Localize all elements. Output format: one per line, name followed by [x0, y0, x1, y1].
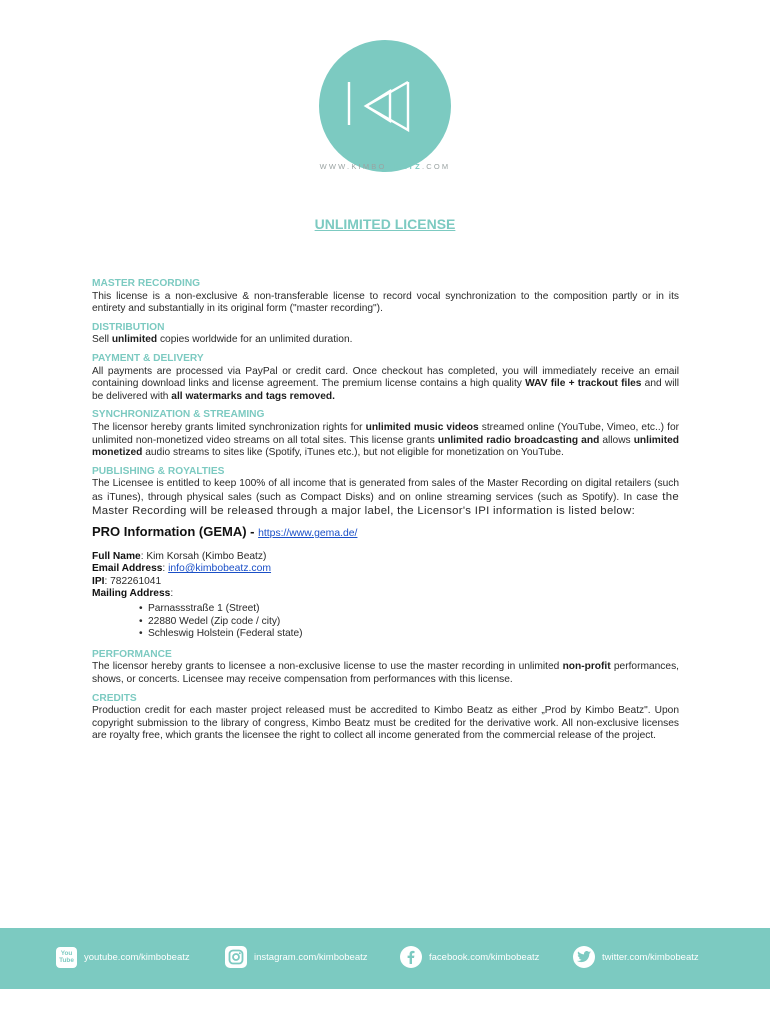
text-run: streamed online (YouTube, Vimeo, etc..) for unlimited non-monetized video streams on all total sites. This license grants: [92, 421, 679, 446]
text-run: allows: [599, 434, 634, 446]
sync-heading: SYNCHRONIZATION & STREAMING: [92, 409, 265, 421]
twitter-icon: [573, 946, 595, 968]
bold-run: all watermarks and tags removed.: [171, 390, 335, 402]
text-run: the Master Recording will be released through a major label, the Licensor's IPI information is listed below:: [92, 490, 679, 517]
bold-run: unlimited monetized: [92, 434, 679, 459]
text-run: Sell: [92, 334, 112, 346]
bold-run: unlimited radio broadcasting and: [437, 434, 600, 446]
twitter-glyph: [577, 951, 591, 963]
license-content: [92, 278, 679, 749]
instagram-label: instagram.com/kimbobeatz: [254, 951, 368, 963]
mailing-address-label: Mailing Address: [92, 588, 171, 600]
youtube-icon-text: Tube: [59, 957, 74, 964]
distribution-text: [92, 334, 679, 347]
text-run: audio streams to sites like (Spotify, iTunes etc.), but not eligible for monetization on YouTube.: [142, 447, 564, 459]
text-run: and will be delivered with: [92, 378, 679, 402]
social-footer: [0, 928, 770, 989]
youtube-label: youtube.com/kimbobeatz: [84, 951, 190, 963]
bold-run: WAV file + trackout files: [525, 378, 642, 390]
performance-heading: PERFORMANCE: [92, 648, 172, 660]
bold-run: non-profit: [562, 661, 611, 673]
full-name-label: Full Name: [92, 550, 141, 562]
email-link[interactable]: info@kimbobeatz.com: [168, 563, 272, 575]
site-url-suffix: .COM: [421, 162, 451, 171]
full-name-value: : Kim Korsah (Kimbo Beatz): [140, 550, 267, 562]
bold-run: unlimited: [111, 334, 158, 346]
payment-text: [92, 366, 679, 404]
ipi-line: [92, 576, 679, 589]
distribution-heading: DISTRIBUTION: [92, 321, 165, 333]
text-run: The licensor hereby grants to licensee a non-exclusive license to use the master recording in unlimited: [92, 661, 563, 673]
email-line: [92, 563, 679, 576]
site-url: [0, 162, 770, 171]
address-street: • Parnassstraße 1 (Street): [139, 603, 679, 616]
site-url-prefix: WWW.KIMBO: [319, 162, 387, 171]
twitter-label: twitter.com/kimbobeatz: [602, 951, 699, 963]
mailing-address-separator: :: [170, 588, 174, 600]
ipi-value: : 782261041: [104, 575, 162, 587]
email-label: Email Address: [92, 563, 163, 575]
site-url-brand: BEATZ: [386, 162, 422, 171]
twitter-link[interactable]: [573, 943, 699, 971]
performance-text: [92, 661, 679, 686]
ipi-label: IPI: [92, 575, 105, 587]
text-run: performances, shows, or concerts. Licensee may receive compensation from performances with this license.: [92, 661, 679, 686]
publishing-text: [92, 478, 679, 518]
instagram-glyph: [228, 949, 244, 965]
pro-label: PRO Information (GEMA) -: [92, 524, 259, 540]
text-run: The Licensee is entitled to keep 100% of all income that is generated from sales of the Master Recording on digital retailers (such as iTunes), through physical sales (such as Compact Disks) and on online streaming services (such as Spotify). In case: [92, 478, 679, 503]
kimbo-beatz-logo: [319, 40, 451, 172]
payment-heading: PAYMENT & DELIVERY: [92, 352, 204, 364]
text-run: The licensor hereby grants limited synchronization rights for: [92, 421, 366, 433]
youtube-icon: [56, 947, 77, 968]
youtube-link[interactable]: [56, 943, 190, 971]
text-run: All payments are processed via PayPal or credit card. Once checkout has completed, you will immediately receive an email containing download links and license agreement. The premium license contains a high quality: [92, 365, 679, 390]
email-separator: :: [162, 563, 169, 575]
master-recording-text: This license is a non-exclusive & non-transferable license to record vocal synchronization to the composition partly or in its entirety and substantially in its original form ("master recording").: [92, 290, 679, 315]
publishing-heading: PUBLISHING & ROYALTIES: [92, 465, 225, 477]
address-state: • Schleswig Holstein (Federal state): [139, 628, 679, 641]
facebook-icon: [400, 946, 422, 968]
facebook-label: facebook.com/kimbobeatz: [429, 951, 540, 963]
sync-text: [92, 422, 679, 460]
full-name-line: [92, 551, 679, 564]
address-city: • 22880 Wedel (Zip code / city): [139, 616, 679, 629]
logo-circle: [319, 40, 451, 172]
facebook-link[interactable]: [400, 943, 539, 971]
logo-icon: [319, 40, 451, 172]
instagram-link[interactable]: [225, 943, 368, 971]
address-list: [92, 603, 679, 641]
facebook-glyph: [405, 950, 417, 964]
text-run: copies worldwide for an unlimited duration.: [157, 334, 353, 346]
credits-text: Production credit for each master project released must be accredited to Kimbo Beatz as either „Prod by Kimbo Beatz". Upon copyright submission to the library of congress, Kimbo Beatz must be credited for the derivative work. All non-exclusive licenses are royalty free, which grants the licensee the right to collect all income generated from the commercial release of the project.: [92, 705, 679, 742]
instagram-icon: [225, 946, 247, 968]
master-recording-heading: MASTER RECORDING: [92, 278, 201, 289]
bold-run: unlimited music videos: [365, 421, 479, 433]
page-title: UNLIMITED LICENSE: [314, 216, 456, 232]
youtube-icon-text: You: [60, 950, 73, 957]
credits-heading: CREDITS: [92, 692, 137, 704]
pro-information: [92, 526, 679, 541]
mailing-address-line: [92, 588, 679, 601]
gema-link[interactable]: https://www.gema.de/: [258, 528, 358, 540]
